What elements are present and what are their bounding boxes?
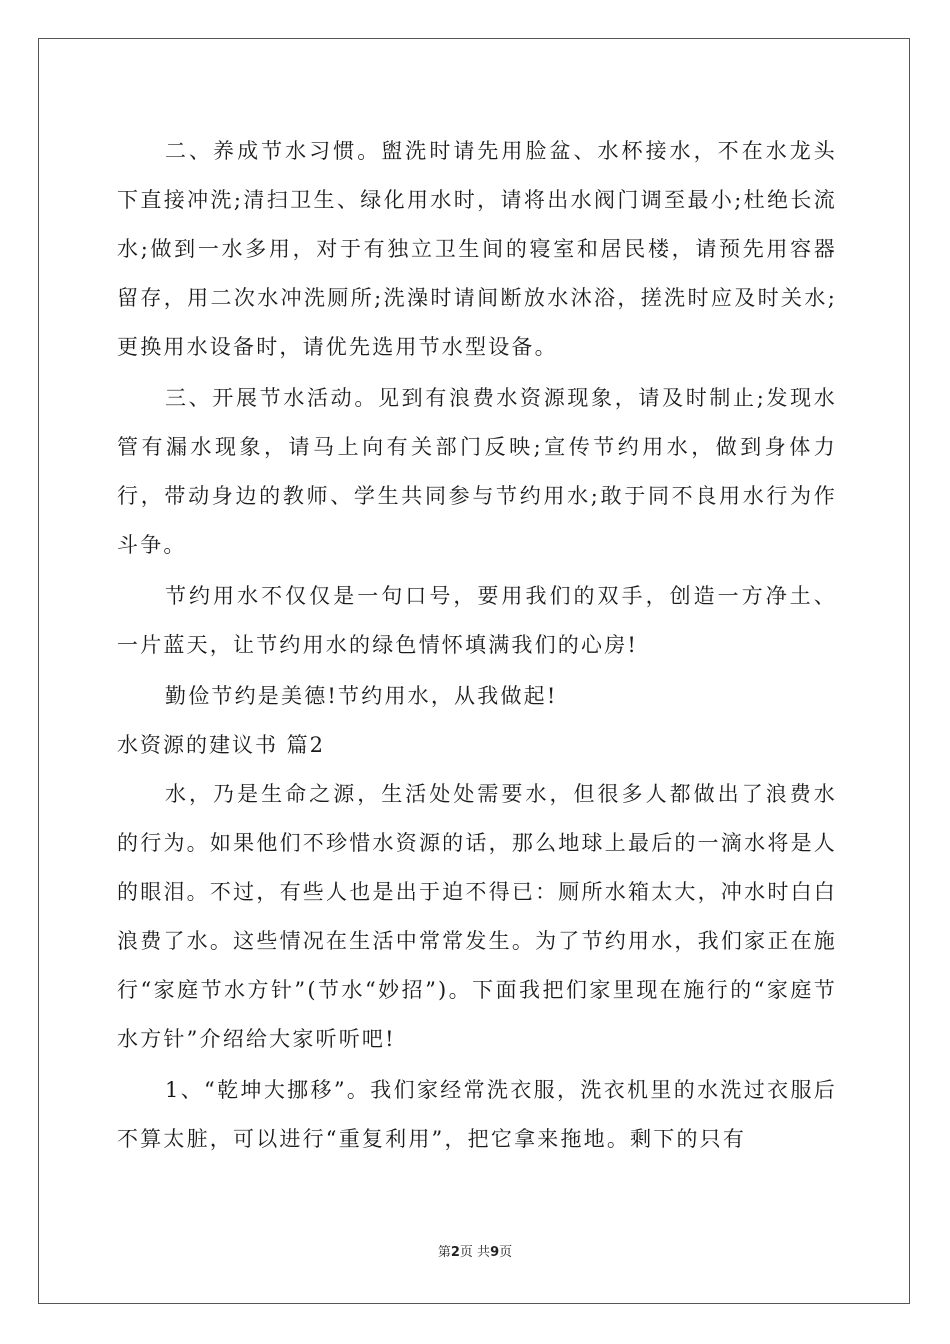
section-heading: 水资源的建议书 篇2 xyxy=(117,733,326,757)
footer-suffix: 页 xyxy=(499,1245,513,1260)
paragraph-intro: 水，乃是生命之源，生活处处需要水，但很多人都做出了浪费水的行为。如果他们不珍惜水资源的话，那么地球上最后的一滴水将是人的眼泪。不过，有些人也是出于迫不得已：厕所水箱太大，冲水时白白浪费了水。这些情况在生活中常常发生。为了节约用水，我们家正在施行“家庭节水方针”(节水“妙招”)。下面我把们家里现在施行的“家庭节水方针”介绍给大家听听吧! xyxy=(117,782,837,1051)
paragraph-habits: 二、养成节水习惯。盥洗时请先用脸盆、水杯接水，不在水龙头下直接冲洗;清扫卫生、绿化用水时，请将出水阀门调至最小;杜绝长流水;做到一水多用，对于有独立卫生间的寝室和居民楼，请预先用容器留存，用二次水冲洗厕所;洗澡时请间断放水沐浴，搓洗时应及时关水;更换用水设备时，请优先选用节水型设备。 xyxy=(117,139,837,359)
page-footer xyxy=(0,1241,950,1260)
footer-middle: 页 共 xyxy=(459,1245,491,1260)
document-body xyxy=(117,127,837,1164)
paragraph-activities: 三、开展节水活动。见到有浪费水资源现象，请及时制止;发现水管有漏水现象，请马上向有关部门反映;宣传节约用水，做到身体力行，带动身边的教师、学生共同参与节约用水;敢于同不良用水行为作斗争。 xyxy=(117,386,837,557)
footer-total-pages: 9 xyxy=(490,1245,500,1260)
paragraph-tip-1: 1、“乾坤大挪移”。我们家经常洗衣服，洗衣机里的水洗过衣服后不算太脏，可以进行“重复利用”，把它拿来拖地。剩下的只有 xyxy=(117,1078,837,1151)
paragraph-motto: 勤俭节约是美德!节约用水，从我做起! xyxy=(165,684,558,708)
footer-prefix: 第 xyxy=(437,1245,451,1260)
paragraph-slogan: 节约用水不仅仅是一句口号，要用我们的双手，创造一方净土、一片蓝天，让节约用水的绿色情怀填满我们的心房! xyxy=(117,584,837,657)
footer-current-page: 2 xyxy=(450,1245,460,1260)
